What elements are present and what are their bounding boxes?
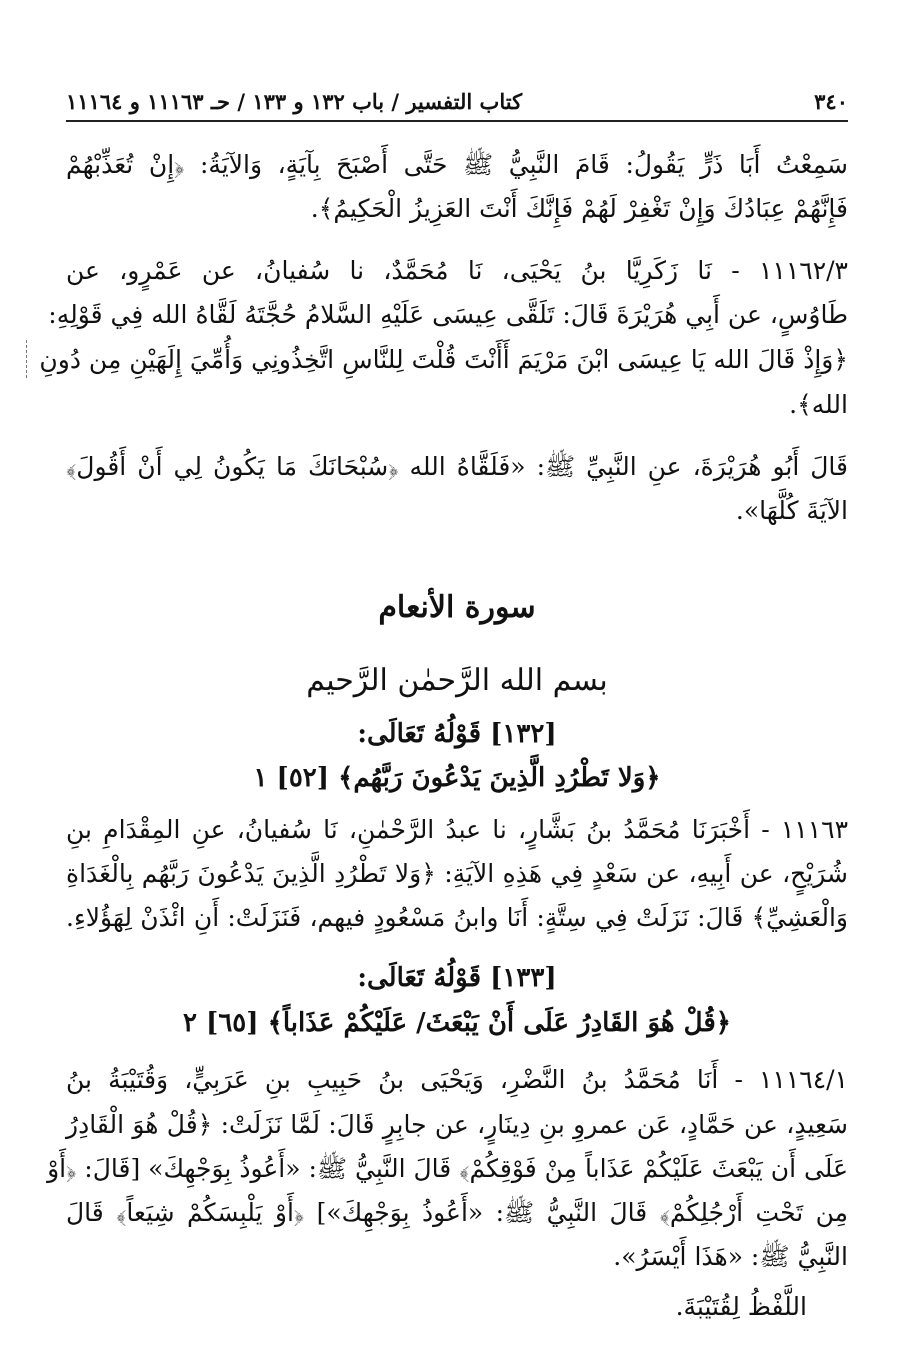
- section-verse-132: ﴿وَلا تَطْرُدِ الَّذِينَ يَدْعُونَ رَبَّهُم﴾ [٥٢] ١: [253, 763, 661, 793]
- para4-line: شُرَيْحٍ، عن أَبِيهِ، عن سَعْدٍ فِي هَذِهِ الآيَةِ: ﴿وَلا تَطْرُدِ الَّذِينَ يَدْعُونَ رَبَّهُم بِالْغَدَاةِ: [66, 859, 848, 888]
- para5-line: مِن تَحْتِ أَرْجُلِكُمْ﴾ قَالَ النَّبِيُّ ﷺ: «أَعُوذُ بِوَجْهِكَ»] ﴿أَوْ يَلْبِسَكُمْ شِيَعاً﴾ قَالَ: [66, 1198, 848, 1227]
- para3-line: الآيَةَ كُلَّهَا».: [735, 496, 848, 525]
- para5-line: ١١١٦٤/١ - أَنَا مُحَمَّدُ بنُ النَّضْرِ، وَيَحْيَى بنُ حَبِيبِ بنِ عَرَبِيٍّ، وَقُتَيْبَةُ بنُ: [66, 1065, 848, 1094]
- para5-line: سَعِيدٍ، عن حَمَّادٍ، عَن عمروِ بنِ دِينَارٍ، عن جابِرٍ قَالَ: لَمَّا نَزَلَتْ: ﴿قُلْ هُوَ الْقَادِرُ: [66, 1110, 848, 1139]
- section-heading-133: [١٣٣] قَوْلُهُ تَعَالَى:: [357, 963, 557, 993]
- basmala: بسم الله الرَّحمٰن الرَّحيم: [306, 663, 608, 698]
- para2-line: الله﴾.: [789, 390, 848, 419]
- para2-line: طَاوُسٍ، عن أَبِي هُرَيْرَةَ قَالَ: تَلَقَّى عِيسَى عَلَيْهِ السَّلامُ حُجَّتَهُ لَقَّاهُ الله فِي قَوْلِهِ:: [48, 300, 848, 329]
- para5-line: النَّبِيُّ ﷺ: «هَذَا أَيْسَرُ».: [613, 1242, 848, 1271]
- para4-line: وَالْعَشِيِّ﴾ قَالَ: نَزَلَتْ فِي سِتَّةٍ: أَنَا وابنُ مَسْعُودٍ فيهم، فَنَزَلَتْ: أَنِ ائْذَنْ لِهَؤُلاءِ.: [66, 903, 848, 932]
- page-number: ٣٤٠: [814, 88, 848, 114]
- margin-mark: [26, 340, 27, 378]
- header-rule: [66, 120, 848, 122]
- para5-line: عَلَى أَن يَبْعَثَ عَلَيْكُمْ عَذَاباً مِنْ فَوْقِكُمْ﴾ قَالَ النَّبِيُّ ﷺ: «أَعُوذُ بِوَجْهِكَ» [قَالَ: ﴿أَوْ: [47, 1154, 848, 1183]
- para4-line: ١١١٦٣ - أَخْبَرَنَا مُحَمَّدُ بنُ بَشَّارٍ، نا عبدُ الرَّحْمٰنِ، نَا سُفيانُ، عنِ المِقْدَامِ بنِ: [66, 815, 848, 844]
- section-verse-133: ﴿قُلْ هُوَ القَادِرُ عَلَى أَنْ يَبْعَثَ/ عَلَيْكُمْ عَذَاباً﴾ [٦٥] ٢: [183, 1008, 731, 1038]
- para2-line: ١١١٦٢/٣ - نَا زَكَرِيَّا بنُ يَحْيَى، نَا مُحَمَّدٌ، نا سُفيانُ، عن عَمْرٍو، عن: [66, 256, 848, 285]
- para2-line: ﴿وَإِذْ قَالَ الله يَا عِيسَى ابْنَ مَرْيَمَ أَأَنْتَ قُلْتَ لِلنَّاسِ اتَّخِذُونِي وَأُمِّيَ إِلَهَيْنِ مِن دُونِ: [39, 345, 848, 374]
- surah-title: سورة الأنعام: [378, 590, 536, 625]
- para3-line: قَالَ أَبُو هُرَيْرَةَ، عنِ النَّبِيِّ ﷺ: «فَلَقَّاهُ الله ﴿سُبْحَانَكَ مَا يَكُونُ لِي أَنْ أَقُولَ﴾: [66, 452, 848, 481]
- closing-note: اللَّفْظُ لِقُتَيْبَةَ.: [675, 1292, 807, 1321]
- para1-line: سَمِعْتُ أَبَا ذَرٍّ يَقُولُ: قَامَ النَّبِيُّ ﷺ حَتَّى أَصْبَحَ بِآيَةٍ، وَالآيَةُ: ﴿إِنْ تُعَذِّبْهُمْ: [66, 150, 848, 179]
- para1-line: فَإِنَّهُمْ عِبَادُكَ وَإِنْ تَغْفِرْ لَهُمْ فَإِنَّكَ أَنْتَ العَزِيزُ الْحَكِيمُ﴾.: [310, 194, 848, 223]
- running-header: [66, 84, 848, 118]
- section-heading-132: [١٣٢] قَوْلُهُ تَعَالَى:: [357, 719, 557, 749]
- running-title: كتاب التفسير / باب ١٣٢ و ١٣٣ / حـ ١١١٦٣ و ١١١٦٤: [66, 88, 523, 114]
